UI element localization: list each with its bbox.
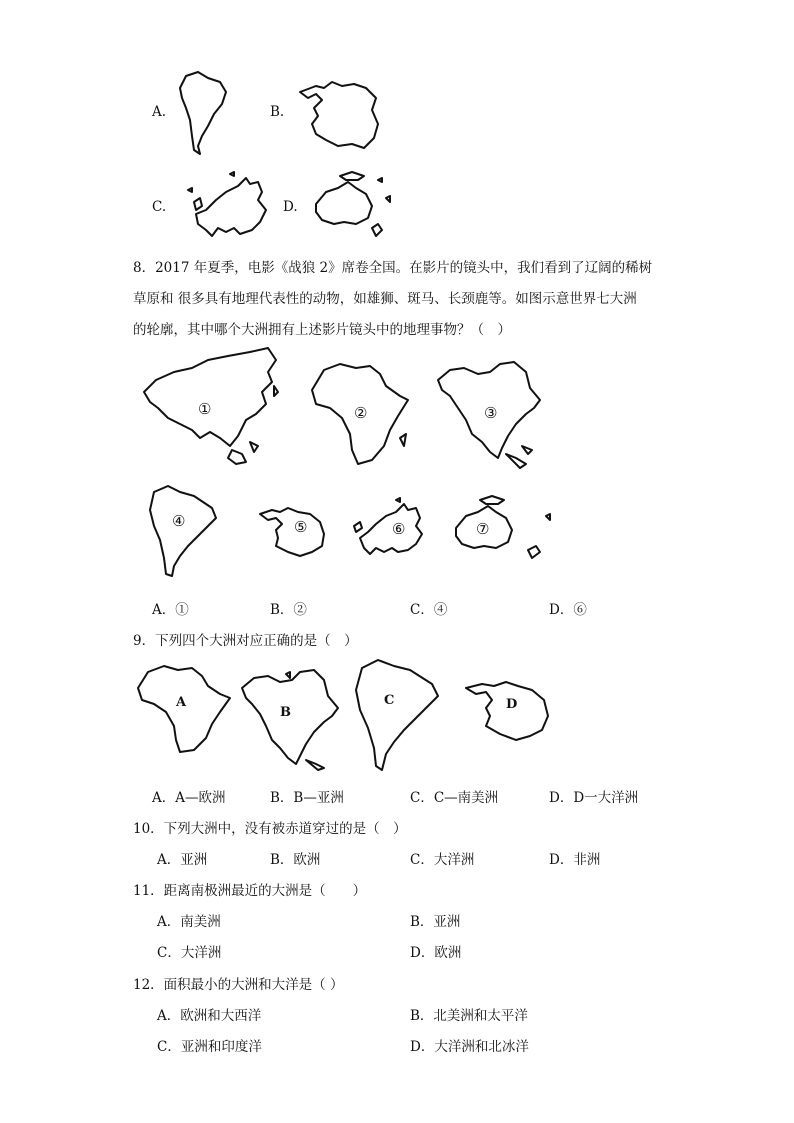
map-label-1: ① <box>198 400 212 418</box>
q8-option-d[interactable]: D．⑥ <box>549 602 587 618</box>
q10-option-c[interactable]: C．大洋洲 <box>410 852 475 868</box>
q8-stem-line3: 的轮廓，其中哪个大洲拥有上述影片镜头中的地理事物？（ ） <box>133 322 511 338</box>
map-label-c: C <box>384 693 395 708</box>
q12-option-b[interactable]: B．北美洲和太平洋 <box>410 1008 528 1024</box>
q10-option-d[interactable]: D．非洲 <box>549 852 601 868</box>
q10-option-a[interactable]: A．亚洲 <box>157 852 208 868</box>
q12-option-a[interactable]: A．欧洲和大西洋 <box>157 1008 262 1024</box>
q9-stem: 9．下列四个大洲对应正确的是（ ） <box>133 633 358 649</box>
q11-option-d[interactable]: D．欧洲 <box>410 945 462 961</box>
antarctica-map-5 <box>258 506 326 558</box>
africa-map-2 <box>310 360 414 468</box>
map-label-7: ⑦ <box>476 520 490 538</box>
antarctica-map-d <box>464 680 550 744</box>
q12-stem: 12．面积最小的大洲和大洋是（ ） <box>133 977 344 993</box>
map-label-4: ④ <box>172 512 186 530</box>
q12-option-d[interactable]: D．大洋洲和北冰洋 <box>410 1039 529 1055</box>
q7-option-a-label[interactable]: A. <box>152 104 167 120</box>
europe-map-c <box>186 170 270 240</box>
south-america-map-a <box>178 70 230 156</box>
q10-option-b[interactable]: B．欧洲 <box>270 852 321 868</box>
north-america-map-b <box>240 668 344 772</box>
map-label-3: ③ <box>484 404 498 422</box>
q11-stem: 11．距离南极洲最近的大洲是（ ） <box>133 883 367 899</box>
q11-option-a[interactable]: A．南美洲 <box>157 914 221 930</box>
q8-option-b[interactable]: B．② <box>270 602 307 618</box>
q8-stem-line2: 草原和 很多具有地理代表性的动物，如雄狮、斑马、长颈鹿等。如图示意世界七大洲 <box>133 291 637 307</box>
q9-option-a[interactable]: A．A—欧洲 <box>152 790 226 806</box>
oceania-map-7 <box>452 492 558 564</box>
q11-option-b[interactable]: B．亚洲 <box>410 914 461 930</box>
q12-option-c[interactable]: C．亚洲和印度洋 <box>157 1039 262 1055</box>
map-label-a: A <box>176 695 187 710</box>
q10-stem: 10．下列大洲中，没有被赤道穿过的是（ ） <box>133 821 407 837</box>
q9-option-c[interactable]: C．C—南美洲 <box>410 790 499 806</box>
q7-option-d-label[interactable]: D. <box>283 199 298 215</box>
north-america-map-3 <box>436 358 548 470</box>
q7-option-c-label[interactable]: C. <box>152 199 167 215</box>
europe-map-6 <box>350 498 426 558</box>
antarctica-map-b <box>298 78 380 150</box>
q11-option-c[interactable]: C．大洋洲 <box>157 945 222 961</box>
oceania-map-d <box>312 168 400 240</box>
south-america-map-4 <box>146 484 222 580</box>
q9-option-d[interactable]: D．D一大洋洲 <box>549 790 639 806</box>
africa-map-a <box>136 662 236 756</box>
map-label-d: D <box>506 697 518 712</box>
map-label-6: ⑥ <box>392 520 406 538</box>
q8-stem-line1: 8．2017 年夏季，电影《战狼 2》席卷全国。在影片的镜头中，我们看到了辽阔的稀树 <box>133 260 653 276</box>
q8-option-c[interactable]: C．④ <box>410 602 448 618</box>
q8-option-a[interactable]: A．① <box>152 602 189 618</box>
q7-option-b-label[interactable]: B. <box>270 104 285 120</box>
q9-option-b[interactable]: B．B—亚洲 <box>270 790 344 806</box>
map-label-2: ② <box>354 404 368 422</box>
map-label-b: B <box>280 705 291 720</box>
south-america-map-c <box>352 658 442 776</box>
asia-map-1 <box>138 346 280 468</box>
map-label-5: ⑤ <box>294 518 308 536</box>
